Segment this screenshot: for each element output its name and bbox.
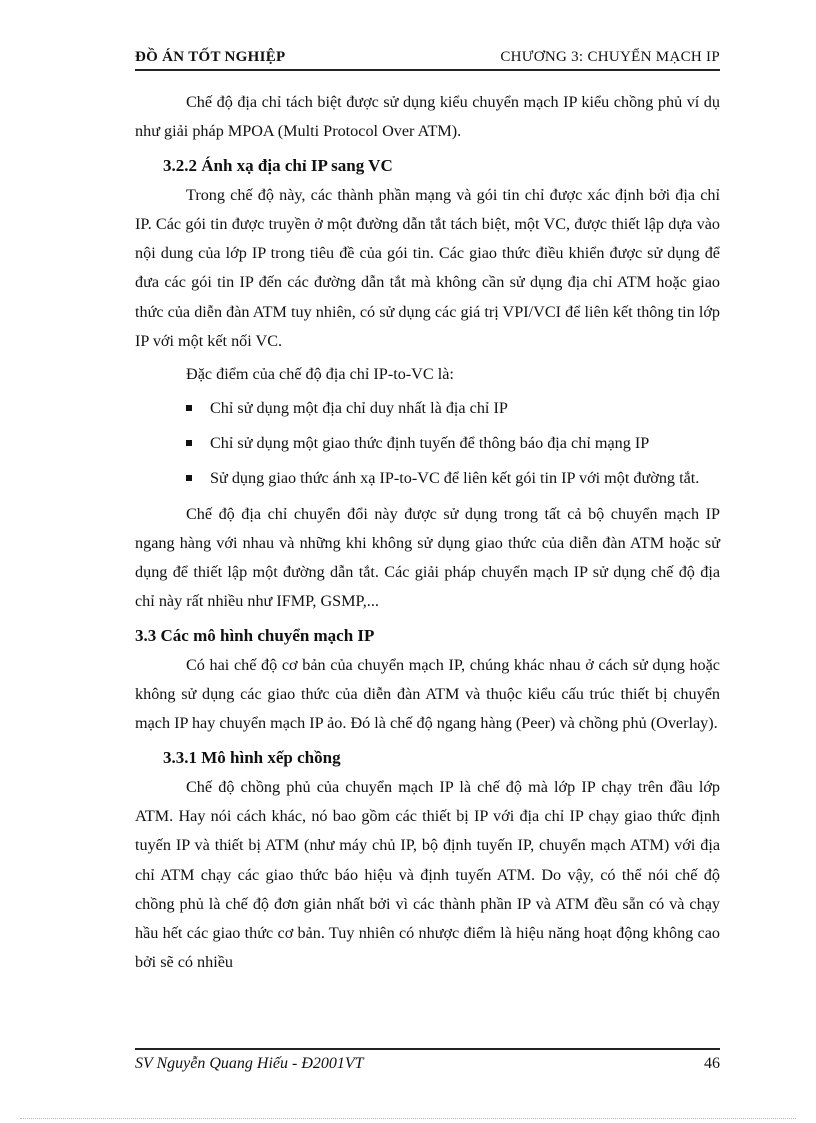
header-chapter-title: CHƯƠNG 3: CHUYỂN MẠCH IP: [500, 49, 720, 65]
paragraph-1: Chế độ địa chỉ tách biệt được sử dụng kiểu chuyển mạch IP kiểu chồng phủ ví dụ như giải pháp MPOA (Multi Protocol Over ATM).: [135, 93, 720, 141]
square-bullet-icon: [186, 405, 192, 411]
heading-3-3: 3.3 Các mô hình chuyển mạch IP: [135, 625, 375, 645]
list-item-text: Chỉ sử dụng một địa chỉ duy nhất là địa chỉ IP: [210, 398, 508, 417]
list-item-text: Sử dụng giao thức ánh xạ IP-to-VC để liên kết gói tin IP với một đường tắt.: [210, 469, 700, 488]
square-bullet-icon: [186, 475, 192, 481]
list-item: [186, 394, 720, 423]
list-item: [186, 429, 720, 458]
paragraph-6: Chế độ chồng phủ của chuyển mạch IP là chế độ mà lớp IP chạy trên đầu lớp ATM. Hay nói cách khác, nó bao gồm các thiết bị IP với địa chỉ IP chạy giao thức định tuyến IP và thiết bị ATM (như máy chủ IP, bộ định tuyến IP, chuyển mạch ATM) với địa chỉ ATM chạy các giao thức báo hiệu và định tuyến ATM. Do vậy, có thể nói chế độ chồng phủ là chế độ đơn giản nhất bởi vì các thành phần IP và ATM đều sẵn có và chạy hầu hết các giao thức cơ bản. Tuy nhiên có nhược điểm là hiệu năng hoạt động không cao bởi sẽ có nhiều: [135, 777, 720, 972]
page-header: [135, 47, 720, 71]
page-break-divider: [20, 1118, 796, 1119]
header-thesis-title: ĐỒ ÁN TỐT NGHIỆP: [135, 49, 286, 65]
page-footer: [135, 1048, 720, 1080]
footer-author: SV Nguyễn Quang Hiếu - Đ2001VT: [135, 1055, 364, 1072]
heading-3-2-2: 3.2.2 Ánh xạ địa chỉ IP sang VC: [163, 155, 393, 175]
paragraph-3: Đặc điểm của chế độ địa chỉ IP-to-VC là:: [186, 365, 454, 384]
list-item-text: Chỉ sử dụng một giao thức định tuyến để thông báo địa chỉ mạng IP: [210, 433, 650, 452]
paragraph-5: Có hai chế độ cơ bản của chuyển mạch IP, chúng khác nhau ở cách sử dụng hoặc không sử dụng các giao thức của diễn đàn ATM và thuộc kiểu cấu trúc thiết bị chuyển mạch IP hay chuyển mạch IP ảo. Đó là chế độ ngang hàng (Peer) và chồng phủ (Overlay).: [135, 655, 720, 733]
paragraph-2: Trong chế độ này, các thành phần mạng và gói tin chỉ được xác định bởi địa chỉ IP. Các gói tin được truyền ở một đường dẫn tắt tách biệt, một VC, được thiết lập dựa vào nội dung của lớp IP trong tiêu đề của gói tin. Các giao thức điều khiển được sử dụng để đưa các gói tin IP đến các đường dẫn tắt mà không cần sử dụng địa chỉ ATM hoặc giao thức của diễn đàn ATM tuy nhiên, có sử dụng các giá trị VPI/VCI để liên kết thông tin lớp IP với một kết nối VC.: [135, 185, 720, 351]
feature-list: [135, 394, 720, 494]
square-bullet-icon: [186, 440, 192, 446]
page-body: [135, 88, 720, 982]
heading-3-3-1: 3.3.1 Mô hình xếp chồng: [163, 747, 341, 767]
page-number: 46: [704, 1055, 720, 1072]
paragraph-4: Chế độ địa chỉ chuyển đổi này được sử dụng trong tất cả bộ chuyển mạch IP ngang hàng với nhau và những khi không sử dụng giao thức của diễn đàn ATM hoặc sử dụng để thiết lập một đường dẫn tắt. Các giải pháp chuyển mạch IP sử dụng chế độ địa chỉ này rất nhiều như IFMP, GSMP,...: [135, 504, 720, 611]
list-item: [186, 464, 720, 493]
